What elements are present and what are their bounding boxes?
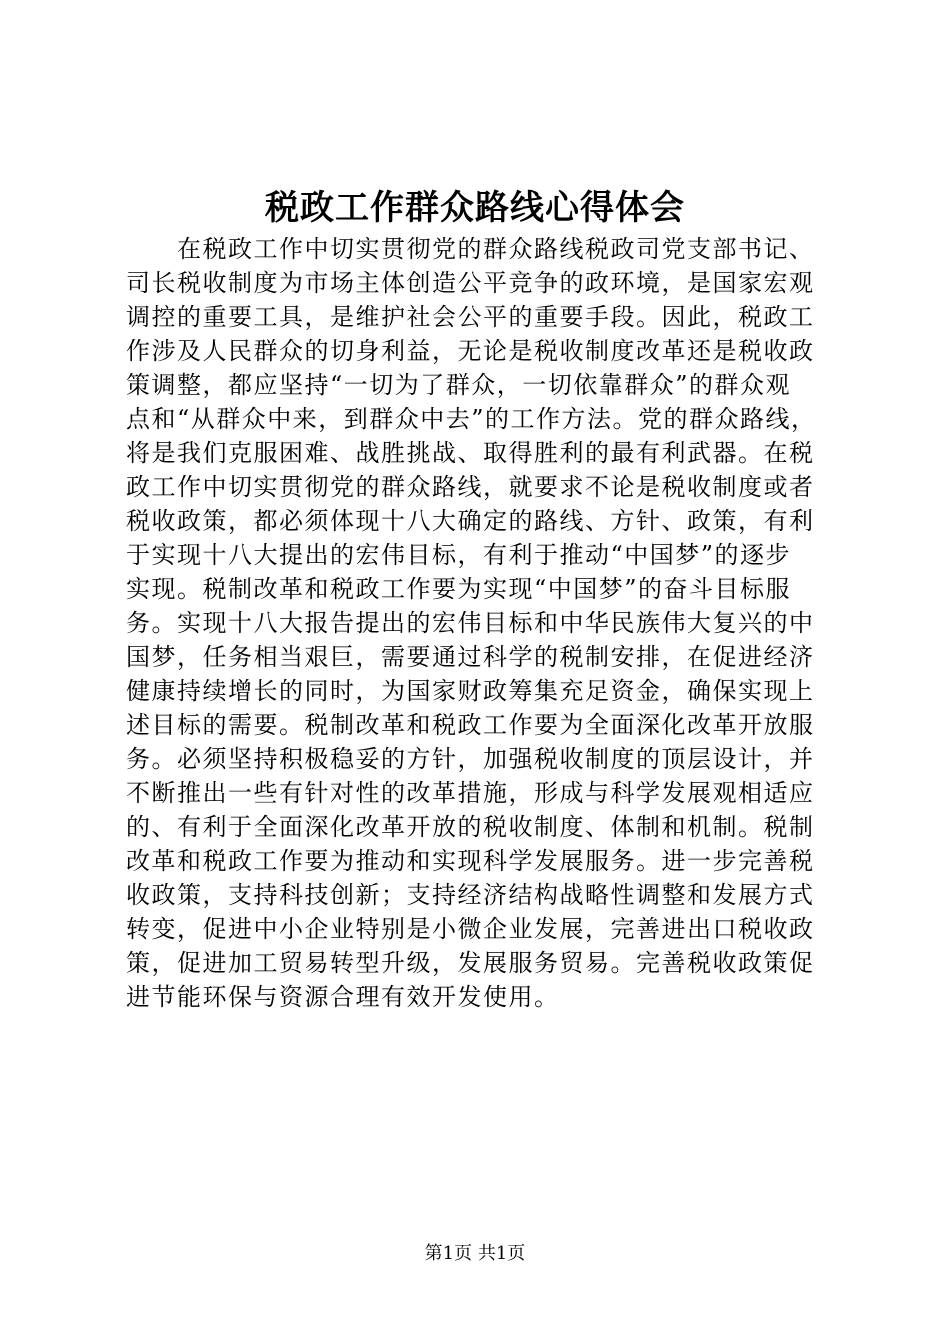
body-line: 税收政策，都必须体现十八大确定的路线、方针、政策，有利 xyxy=(126,507,815,535)
body-line: 的、有利于全面深化改革开放的税收制度、体制和机制。税制 xyxy=(126,813,815,841)
body-line: 将是我们克服困难、战胜挑战、取得胜利的最有利武器。在税 xyxy=(126,439,815,467)
document-body xyxy=(126,232,831,1014)
body-line: 政工作中切实贯彻党的群众路线，就要求不论是税收制度或者 xyxy=(126,473,815,501)
body-line: 改革和税政工作要为推动和实现科学发展服务。进一步完善税 xyxy=(126,847,815,875)
body-line: 在税政工作中切实贯彻党的群众路线税政司党支部书记、 xyxy=(126,235,815,263)
body-line: 务。实现十八大报告提出的宏伟目标和中华民族伟大复兴的中 xyxy=(126,609,815,637)
body-line: 点和“从群众中来，到群众中去”的工作方法。党的群众路线， xyxy=(126,405,817,433)
body-line: 国梦，任务相当艰巨，需要通过科学的税制安排，在促进经济 xyxy=(126,643,815,671)
body-line: 策，促进加工贸易转型升级，发展服务贸易。完善税收政策促 xyxy=(126,949,815,977)
body-line: 收政策，支持科技创新；支持经济结构战略性调整和发展方式 xyxy=(126,881,815,909)
body-line: 进节能环保与资源合理有效开发使用。 xyxy=(126,983,560,1011)
body-line: 调控的重要工具，是维护社会公平的重要手段。因此，税政工 xyxy=(126,303,815,331)
body-line: 述目标的需要。税制改革和税政工作要为全面深化改革开放服 xyxy=(126,711,815,739)
page-footer: 第1页 共1页 xyxy=(424,1243,526,1264)
document-title: 税政工作群众路线心得体会 xyxy=(265,188,685,228)
body-line: 务。必须坚持积极稳妥的方针，加强税收制度的顶层设计，并 xyxy=(126,745,815,773)
body-line: 策调整，都应坚持“一切为了群众，一切依靠群众”的群众观 xyxy=(126,371,792,399)
body-line: 作涉及人民群众的切身利益，无论是税收制度改革还是税收政 xyxy=(126,337,815,365)
body-line: 实现。税制改革和税政工作要为实现“中国梦”的奋斗目标服 xyxy=(126,575,792,603)
body-line: 转变，促进中小企业特别是小微企业发展，完善进出口税收政 xyxy=(126,915,815,943)
body-line: 司长税收制度为市场主体创造公平竞争的政环境，是国家宏观 xyxy=(126,269,815,297)
body-line: 健康持续增长的同时，为国家财政筹集充足资金，确保实现上 xyxy=(126,677,815,705)
body-line: 不断推出一些有针对性的改革措施，形成与科学发展观相适应 xyxy=(126,779,815,807)
body-line: 于实现十八大提出的宏伟目标，有利于推动“中国梦”的逐步 xyxy=(126,541,792,569)
